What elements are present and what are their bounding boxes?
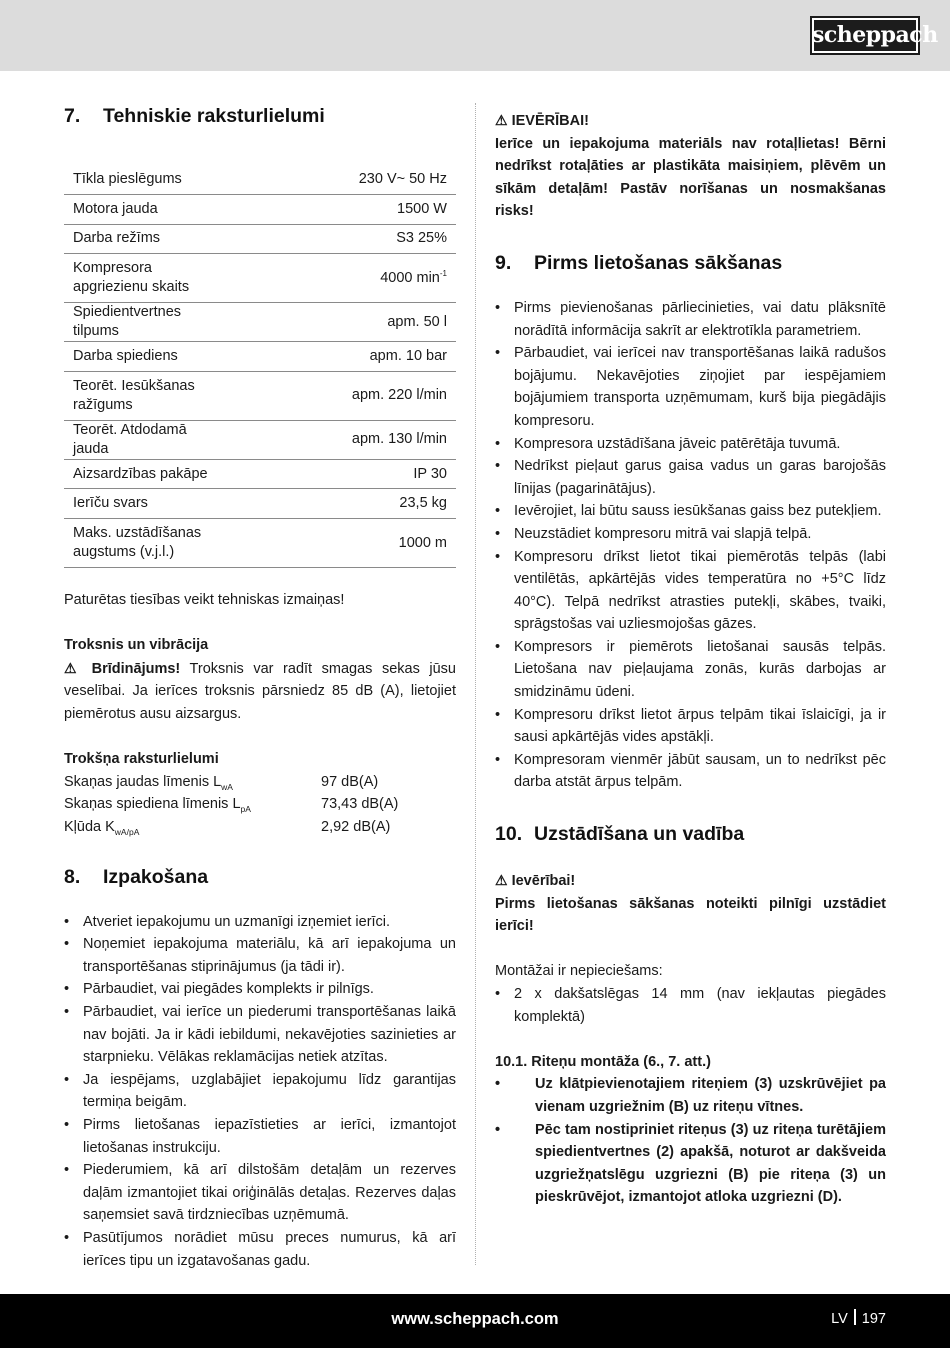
- spec-value: S3 25%: [234, 224, 456, 254]
- needed-heading: Montāžai ir nepieciešams:: [495, 963, 663, 980]
- noise-warning: ⚠ Brīdinājums! Troksnis var radīt smagas sekas jūsu veselībai. Ja ierīces troksnis pārsniedz 85 dB (A), lietojiet piemērotus ausu aizsargus.: [64, 659, 456, 723]
- list-item: • Noņemiet iepakojuma materiālu, kā arī iepakojuma un transportēšanas stiprinājumus (ja tādi ir).: [64, 933, 456, 978]
- spec-value: 1000 m: [234, 519, 456, 568]
- column-divider: [475, 103, 476, 1265]
- spec-value: apm. 10 bar: [234, 342, 456, 372]
- spec-label: Darba režīms: [64, 224, 234, 254]
- list-item: • Ievērojiet, lai būtu sauss iesūkšanas gaiss bez putekļiem.: [495, 500, 886, 523]
- list-item: • Kompresors ir piemērots lietošanai sausās telpās. Lietošana nav pieļaujama zonās, kurās darbojas ar smidzināmu ūdeni.: [495, 636, 886, 704]
- section-7-heading: 7. Tehniskie raksturlielumi: [64, 105, 325, 127]
- footer-url[interactable]: www.scheppach.com: [391, 1310, 559, 1328]
- page-number: LV 197: [831, 1311, 886, 1327]
- attention-text: Ierīce un iepakojuma materiāls nav rotaļlietas! Bērni nedrīkst rotaļāties ar plastikāta maisiņiem, plēvēm un sīkām detaļām! Pastāv norīšanas un nosmakšanas risks!: [495, 135, 886, 220]
- list-item: • Pārbaudiet, vai piegādes komplekts ir pilnīgs.: [64, 978, 456, 1001]
- list-item: • Pārbaudiet, vai ierīcei nav transportēšanas laikā radušos bojājumu. Nekavējoties ziņojiet par iespējamiem bojājumiem transporta uzņēmumam, kurš bija piegādājis kompresoru.: [495, 342, 886, 432]
- spec-value: apm. 50 l: [234, 303, 456, 342]
- header-bar: [0, 0, 950, 71]
- unpacking-list: [64, 911, 456, 1273]
- spec-label: Kompresora apgriezienu skaits: [64, 254, 234, 303]
- spec-value: 230 V~ 50 Hz: [234, 165, 456, 195]
- noise-row: [64, 816, 456, 839]
- spec-row: [64, 195, 456, 225]
- list-item: • Kompresoru drīkst lietot ārpus telpām tikai īslaicīgi, ja ir sausi apkārtējās vides apstākļi.: [495, 704, 886, 749]
- list-item: • Nedrīkst pieļaut garus gaisa vadus un garas barojošās līnijas (pagarinātājus).: [495, 455, 886, 500]
- list-item: • Ja iespējams, uzglabājiet iepakojumu līdz garantijas termiņa beigām.: [64, 1069, 456, 1114]
- spec-row: [64, 165, 456, 195]
- spec-label: Aizsardzības pakāpe: [64, 459, 234, 489]
- install-warning-label: ⚠ Ievērībai!: [495, 872, 576, 890]
- noise-row: [64, 771, 456, 794]
- noise-heading: Troksnis un vibrācija: [64, 637, 209, 654]
- subsection-10-1-heading: 10.1. Riteņu montāža (6., 7. att.): [495, 1053, 711, 1070]
- wheel-steps-list: [495, 1073, 886, 1209]
- noise-value: 73,43 dB(A): [321, 796, 399, 813]
- spec-row: [64, 303, 456, 342]
- list-item: • Kompresoru drīkst lietot tikai piemērotās telpās (labi ventilētās, apkārtējās vides temperatūra no +5°C līdz 40°C). Telpā nedrīkst atrasties putekļi, skābes, tvaiki, sprāgstošas vai uzliesmojošas gāzes.: [495, 546, 886, 636]
- spec-table: [64, 165, 456, 568]
- spec-row: [64, 489, 456, 519]
- spec-label: Tīkla pieslēgums: [64, 165, 234, 195]
- list-item: • Piederumiem, kā arī dilstošām detaļām un rezerves daļām izmantojiet tikai oriģinālās detaļas. Rezerves daļas saņemsiet savā tirdzniecības uzņēmumā.: [64, 1159, 456, 1227]
- noise-table: [64, 771, 456, 839]
- list-item: • Pirms pievienošanas pārliecinieties, vai datu plāksnītē norādītā informācija sakrīt ar elektrotīkla parametriem.: [495, 297, 886, 342]
- list-item: • Atveriet iepakojumu un uzmanīgi izņemiet ierīci.: [64, 911, 456, 934]
- attention-label: ⚠ IEVĒRĪBAI!: [495, 112, 589, 129]
- noise-label: Skaņas jaudas līmenis $L_{wA}$: [64, 773, 233, 792]
- list-item: • Neuzstādiet kompresoru mitrā vai slapjā telpā.: [495, 523, 886, 546]
- noise-label: Kļūda $K_{wA/pA}$: [64, 819, 140, 837]
- reserved-note: Paturētas tiesības veikt tehniskas izmaiņas!: [64, 592, 345, 609]
- list-item: • Kompresoram vienmēr jābūt sausam, un to nedrīkst pēc darba atstāt ārpus telpām.: [495, 749, 886, 794]
- spec-label: Maks. uzstādīšanas augstums (v.j.l.): [64, 519, 234, 568]
- section-8-heading: 8. Izpakošana: [64, 865, 209, 888]
- spec-label: Darba spiediens: [64, 342, 234, 372]
- spec-label: Ierīču svars: [64, 489, 234, 519]
- spec-value: apm. 220 l/min: [234, 371, 456, 420]
- list-item: • Pārbaudiet, vai ierīce un piederumi transportēšanas laikā nav bojāti. Ja ir kādi iebildumi, nekavējoties sazinieties ar starpnieku. Vēlākas reklamācijas netiek atzītas.: [64, 1001, 456, 1069]
- spec-row: [64, 254, 456, 303]
- spec-label: Teorēt. Atdodamā jauda: [64, 420, 234, 459]
- noise-row: [64, 793, 456, 816]
- spec-value: 1500 W: [234, 195, 456, 225]
- before-use-list: [495, 297, 886, 794]
- warning-icon: ⚠: [64, 659, 83, 676]
- spec-row: [64, 371, 456, 420]
- noise-value: 2,92 dB(A): [321, 819, 391, 835]
- list-item: • Kompresora uzstādīšana jāveic patērētāja tuvumā.: [495, 433, 886, 456]
- noise-value: 97 dB(A): [321, 773, 379, 790]
- spec-label: Spiedientvertnes tilpums: [64, 303, 234, 342]
- noise-label: Skaņas spiediena līmenis $L_{pA}$: [64, 796, 251, 815]
- spec-row: [64, 519, 456, 568]
- spec-value: apm. 130 l/min: [234, 420, 456, 459]
- install-warning-text: Pirms lietošanas sākšanas noteikti pilnīgi uzstādiet ierīci!: [495, 895, 886, 935]
- spec-row: [64, 342, 456, 372]
- list-item: • Pirms lietošanas iepazīstieties ar ierīci, izmantojot lietošanas instrukciju.: [64, 1114, 456, 1159]
- warning-icon: ⚠: [495, 872, 508, 889]
- list-item: • Pēc tam nostipriniet riteņus (3) uz riteņa turētājiem spiedientvertnes (2) apakšā, noturot ar dakšveida uzgriežņatslēgu uzgriezni (B) pie riteņa (3) un pieskrūvējot, izmantojot atloka uzgriezni (D).: [495, 1119, 886, 1209]
- footer-bar: [0, 1294, 950, 1348]
- needed-list: [495, 983, 886, 1028]
- brand-logo: scheppach: [810, 16, 920, 55]
- list-item: • Pasūtījumos norādiet mūsu preces numurus, kā arī ierīces tipu un izgatavošanas gadu.: [64, 1227, 456, 1272]
- spec-row: [64, 459, 456, 489]
- warning-icon: ⚠: [495, 112, 508, 128]
- spec-value: 23,5 kg: [234, 489, 456, 519]
- section-10-heading: 10. Uzstādīšana un vadība: [495, 823, 745, 846]
- spec-label: Teorēt. Iesūkšanas ražīgums: [64, 371, 234, 420]
- separator: [854, 1309, 856, 1325]
- left-column: [64, 103, 456, 1272]
- spec-label: Motora jauda: [64, 195, 234, 225]
- spec-value: 4000 $\min^{-1}$: [234, 254, 456, 303]
- spec-row: [64, 420, 456, 459]
- list-item: • 2 x dakšatslēgas 14 mm (nav iekļautas piegādes komplektā): [495, 983, 886, 1028]
- list-item: • Uz klātpievienotajiem riteņiem (3) uzskrūvējiet pa vienam uzgriežnim (B) uz riteņu vītnes.: [495, 1073, 886, 1118]
- noise-table-heading: Trokšņa raksturlielumi: [64, 751, 219, 768]
- right-column: [495, 103, 886, 1209]
- section-9-heading: 9. Pirms lietošanas sākšanas: [495, 251, 783, 274]
- spec-row: [64, 224, 456, 254]
- spec-value: IP 30: [234, 459, 456, 489]
